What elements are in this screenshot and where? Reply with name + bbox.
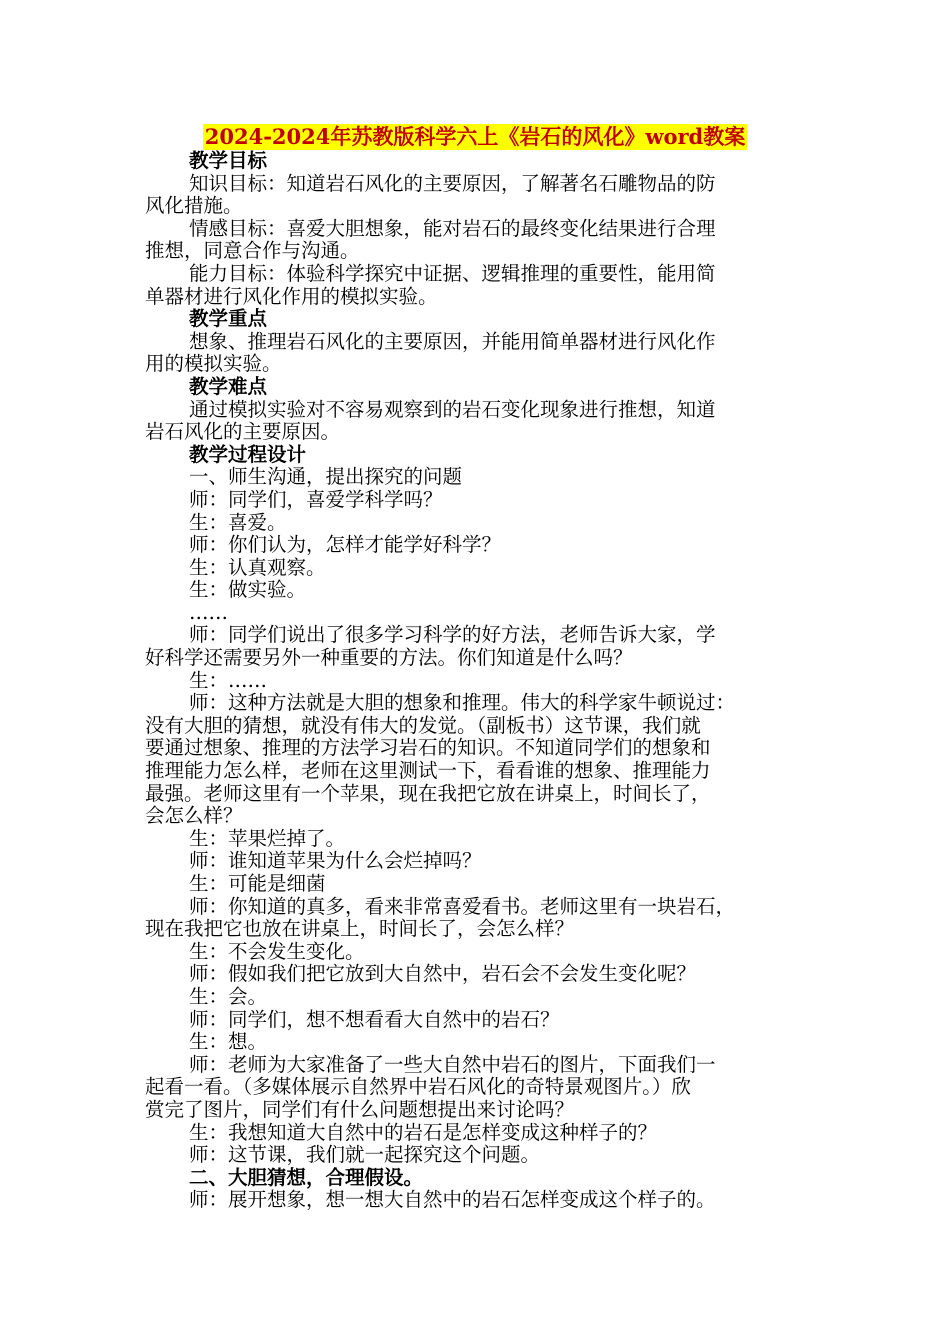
text-line: 现在我把它也放在讲桌上，时间长了，会怎么样？	[145, 917, 575, 941]
section-heading: 教学难点	[189, 374, 268, 398]
section-heading: 教学重点	[189, 307, 268, 331]
text-line: 推想，同意合作与沟通。	[145, 239, 360, 263]
text-line: ……	[189, 600, 228, 624]
text-line: 要通过想象、推理的方法学习岩石的知识。不知道同学们的想象和	[145, 736, 711, 760]
section-heading: 教学目标	[189, 149, 268, 172]
text-line: 生：认真观察。	[189, 555, 326, 579]
document-body	[145, 150, 810, 1212]
text-line: 师：老师为大家准备了一些大自然中岩石的图片，下面我们一	[189, 1052, 716, 1076]
text-line: 师：同学们，喜爱学科学吗？	[189, 487, 443, 511]
text-line: 知识目标：知道岩石风化的主要原因，了解著名石雕物品的防	[189, 171, 716, 195]
text-line: 赏完了图片，同学们有什么问题想提出来讨论吗？	[145, 1097, 575, 1121]
text-line: 用的模拟实验。	[145, 352, 282, 376]
document-title: 2024-2024年苏教版科学六上《岩石的风化》word教案	[204, 124, 746, 149]
text-line: 最强。老师这里有一个苹果，现在我把它放在讲桌上，时间长了，	[145, 781, 711, 805]
text-line: 师：谁知道苹果为什么会烂掉吗？	[189, 849, 482, 873]
title-wrap	[0, 124, 950, 150]
text-line: 推理能力怎么样，老师在这里测试一下，看看谁的想象、推理能力	[145, 759, 711, 783]
section-heading: 二、大胆猜想，合理假设。	[189, 1165, 424, 1189]
text-line: 师：假如我们把它放到大自然中，岩石会不会发生变化呢？	[189, 962, 697, 986]
text-line: 师：你知道的真多，看来非常喜爱看书。老师这里有一块岩石，	[189, 894, 736, 918]
text-line: 生：……	[189, 668, 268, 692]
text-line: 单器材进行风化作用的模拟实验。	[145, 284, 438, 308]
text-line: 师：同学们，想不想看看大自然中的岩石？	[189, 1007, 560, 1031]
text-line: 师：展开想象，想一想大自然中的岩石怎样变成这个样子的。	[189, 1188, 716, 1212]
text-line: 风化措施。	[145, 194, 243, 218]
text-line: 通过模拟实验对不容易观察到的岩石变化现象进行推想，知道	[189, 397, 716, 421]
section-heading: 教学过程设计	[189, 442, 307, 466]
text-line: 生：做实验。	[189, 578, 307, 602]
text-line: 师：这节课，我们就一起探究这个问题。	[189, 1143, 541, 1167]
text-line: 能力目标：体验科学探究中证据、逻辑推理的重要性，能用简	[189, 261, 716, 285]
text-line: 生：会。	[189, 984, 268, 1008]
text-line: 岩石风化的主要原因。	[145, 420, 341, 444]
text-line: 一、师生沟通，提出探究的问题	[189, 465, 463, 489]
text-line: 起看一看。（多媒体展示自然界中岩石风化的奇特景观图片。）欣	[145, 1075, 692, 1099]
text-line: 生：不会发生变化。	[189, 939, 365, 963]
text-line: 生：喜爱。	[189, 510, 287, 534]
text-line: 师：你们认为，怎样才能学好科学？	[189, 533, 502, 557]
text-line: 师：这种方法就是大胆的想象和推理。伟大的科学家牛顿说过：	[189, 691, 736, 715]
text-line: 生：可能是细菌	[189, 872, 326, 895]
text-line: 想象、推理岩石风化的主要原因，并能用简单器材进行风化作	[189, 329, 716, 353]
text-line: 师：同学们说出了很多学习科学的好方法，老师告诉大家，学	[189, 623, 716, 647]
text-line: 没有大胆的猜想，就没有伟大的发觉。（副板书）这节课，我们就	[145, 713, 701, 737]
text-line: 生：苹果烂掉了。	[189, 826, 346, 850]
text-line: 情感目标：喜爱大胆想象，能对岩石的最终变化结果进行合理	[189, 216, 716, 240]
text-line: 会怎么样？	[145, 804, 243, 828]
text-line: 生：我想知道大自然中的岩石是怎样变成这种样子的？	[189, 1120, 658, 1144]
text-line: 生：想。	[189, 1030, 268, 1054]
text-line: 好科学还需要另外一种重要的方法。你们知道是什么吗？	[145, 646, 633, 670]
